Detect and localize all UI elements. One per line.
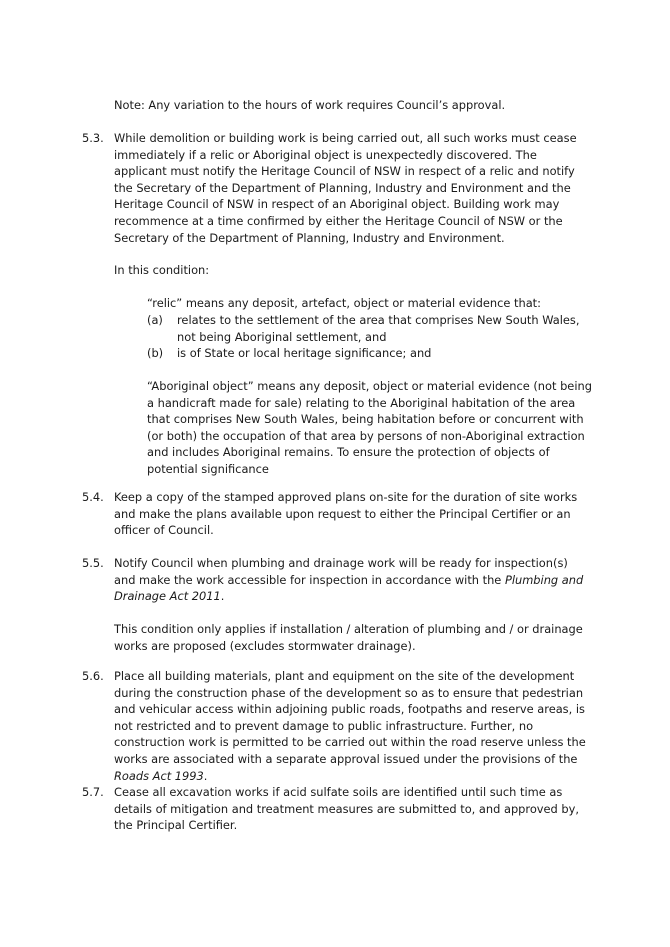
list-item-label: (b) (147, 346, 164, 360)
list-item-text: is of State or local heritage significance; and (177, 346, 432, 360)
condition-text (114, 555, 592, 605)
act-name: Plumbing and Drainage Act 2011 (114, 572, 584, 604)
relic-definition: “relic” means any deposit, artefact, object or material evidence that: (147, 296, 541, 310)
condition-number: 5.3. (82, 131, 104, 145)
condition-text (114, 668, 592, 784)
act-name: Roads Act 1993 (114, 768, 204, 783)
condition-intro: In this condition: (114, 263, 210, 277)
condition-number: 5.6. (82, 669, 104, 683)
condition-text: While demolition or building work is being carried out, all such works must cease immediately if a relic or Aboriginal object is unexpectedly discovered. The applicant must notify the Heritage Council of NSW in respect of a relic and notify the Secretary of the Department of Planning, Industry and Environment and the Heritage Council of NSW in respect of an Aboriginal object. Building work may recommence at a time confirmed by either the Heritage Council of NSW or the Secretary of the Department of Planning, Industry and Environment. (114, 131, 577, 245)
text-segment: . (220, 589, 225, 604)
condition-number: 5.7. (82, 785, 104, 799)
aboriginal-object-definition: “Aboriginal object” means any deposit, object or material evidence (not being a handicraft made for sale) relating to the Aboriginal habitation of the area that comprises New South Wales, being habitation before or concurrent with (or both) the occupation of that area by persons of non-Aboriginal extraction and includes Aboriginal remains. To ensure the protection of objects of potential significance (147, 379, 592, 476)
condition-note: This condition only applies if installation / alteration of plumbing and / or drainage works are proposed (excludes stormwater drainage). (114, 622, 583, 653)
list-item-label: (a) (147, 313, 163, 327)
text-segment: Place all building materials, plant and equipment on the site of the development during the construction phase of the development so as to ensure that pedestrian and vehicular access within adjoining public roads, footpaths and reserve areas, is not restricted and to prevent damage to public infrastructure. Further, no construction work is permitted to be carried out within the road reserve unless the works are associated with a separate approval issued under the provisions of the (114, 669, 586, 766)
hours-note: Note: Any variation to the hours of work requires Council’s approval. (114, 98, 506, 112)
condition-number: 5.4. (82, 490, 104, 504)
condition-text: Cease all excavation works if acid sulfate soils are identified until such time as details of mitigation and treatment measures are submitted to, and approved by, the Principal Certifier. (114, 785, 579, 833)
text-segment: Notify Council when plumbing and drainage work will be ready for inspection(s) and make the work accessible for inspection in accordance with the (114, 556, 568, 587)
list-item-text: relates to the settlement of the area that comprises New South Wales, not being Aboriginal settlement, and (177, 313, 580, 344)
condition-text: Keep a copy of the stamped approved plans on-site for the duration of site works and make the plans available upon request to either the Principal Certifier or an officer of Council. (114, 490, 578, 538)
text-segment: . (203, 768, 208, 783)
condition-number: 5.5. (82, 556, 104, 570)
